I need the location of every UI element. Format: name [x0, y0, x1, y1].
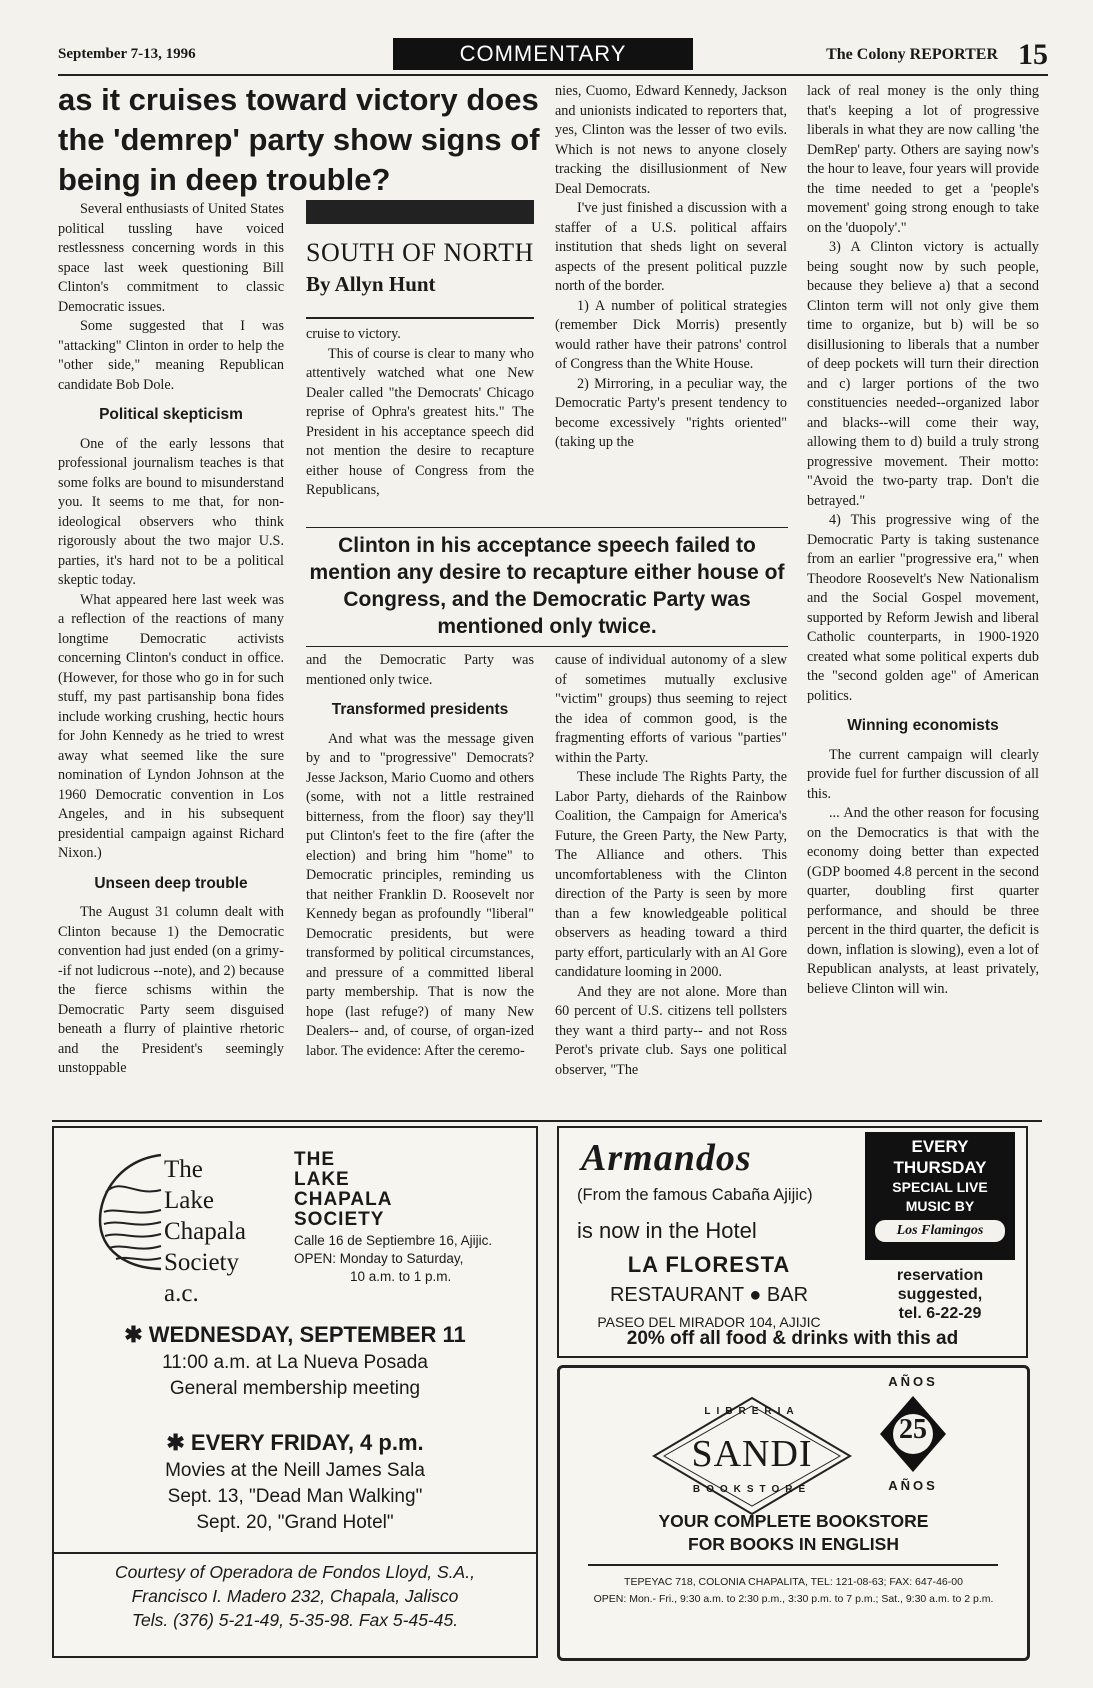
courtesy-rule	[54, 1552, 536, 1554]
name-line: THE	[294, 1149, 335, 1170]
band-name: Los Flamingos	[875, 1220, 1005, 1242]
column-byline	[306, 200, 534, 319]
reservation-info	[865, 1266, 1015, 1323]
logo-line: The	[164, 1156, 203, 1183]
society-info	[294, 1232, 492, 1286]
paragraph: And they are not alone. More than 60 percent of U.S. citizens tell pollsters they want a third party-- and not Ross Perot's private club. Says one political observer, "The	[555, 983, 787, 1078]
reservation-line: reservation	[896, 1267, 984, 1284]
section-label: COMMENTARY	[393, 38, 693, 70]
paragraph: And what was the message given by and to "progressive" Democrats? Jesse Jackson, Mario Cuomo and others (some, with not a little restrained bitterness, from the floor) say they'll put Clinton's feet to the fire (after the election) and bring him "home" to Democratic principles, reminding us that neither Franklin D. Roosevelt nor Kennedy began as profoundly "liberal" Democratic presidents, but were transformed by political circumstances, and pressure of a committed liberal party membership. That is now the hope (last refuge?) of many New Dealers-- and, of course, of organ-ized labor. The evidence: After the ceremo-	[306, 730, 534, 1059]
event-2-line: Sept. 13, "Dead Man Walking"	[167, 1486, 423, 1507]
article-column-2-top	[306, 325, 534, 501]
event-2-line: Sept. 20, "Grand Hotel"	[196, 1512, 394, 1533]
sandi-top-word: LIBRERIA	[704, 1406, 800, 1417]
anniversary-years: 25	[899, 1414, 927, 1445]
logo-line: Lake	[164, 1187, 214, 1214]
paragraph: These include The Rights Party, the Labor Party, diehards of the Rainbow Coalition, the Campaign for America's Future, the Green Party, the New Party, The Alliance and others. This uncomfortableness with the Clinton direction of the Party is seen by more than a few knowledgeable political observers as heading toward a third party effort, particularly with an Al Gore candidature looming in 2000.	[555, 769, 787, 980]
article-column-2-bottom	[306, 651, 534, 1061]
sandi-name: SANDI	[691, 1433, 813, 1475]
society-name	[294, 1150, 392, 1230]
ad-armandos	[557, 1126, 1028, 1358]
paragraph: 4) This progressive wing of the Democratic Party is taking sustenance from an earlier "progressive era," when Theodore Roosevelt's New Nationalism and the Social Gospel movement, supported by Reform Jewish and liberal Catholic counterparts, in 1900-1920 created what some political experts dub the "second golden age" of American politics.	[807, 512, 1039, 704]
masthead-rule	[58, 74, 1048, 76]
paragraph: Several enthusiasts of United States political tussling have voiced restlessness concerning words in this space last week questioning Bill Clinton's commitment to classic Democratic issues.	[58, 201, 284, 315]
courtesy-line: Tels. (376) 5-21-49, 5-35-98. Fax 5-45-45.	[131, 1610, 459, 1630]
subhead: Winning economists	[847, 717, 999, 734]
courtesy-line: Courtesy of Operadora de Fondos Lloyd, S.A.,	[115, 1562, 475, 1582]
article-column-4	[807, 82, 1039, 999]
bullet-icon: ●	[749, 1284, 762, 1306]
subhead: Unseen deep trouble	[94, 874, 248, 892]
event-1-line: 11:00 a.m. at La Nueva Posada	[162, 1352, 428, 1373]
page-number: 15	[1018, 38, 1048, 71]
event-1-title: WEDNESDAY, SEPTEMBER 11	[148, 1322, 466, 1347]
event-1-line: General membership meeting	[169, 1378, 421, 1399]
ad-libreria-sandi	[557, 1365, 1030, 1661]
paragraph: 1) A number of political strategies (remember Dick Morris) presently would rather have their patrons' control of Congress than the White House.	[555, 297, 787, 372]
name-line: CHAPALA	[294, 1189, 393, 1210]
column-title: SOUTH OF NORTH	[306, 238, 534, 267]
paragraph: ... And the other reason for focusing on the Democratics is that with the economy doing better than expected (GDP boomed 4.8 percent in the second quarter, doubling first quarter performance, and should be three percent in the third quarter, the deficit is down, inflation is slowing), even a lot of Republican analysts, at least privately, believe Clinton will win.	[807, 805, 1039, 997]
logo-line: Chapala	[164, 1218, 246, 1245]
promo-line: SPECIAL LIVE	[892, 1179, 988, 1195]
byline-rule	[306, 317, 534, 319]
society-events	[54, 1320, 536, 1536]
courtesy-line: Francisco I. Madero 232, Chapala, Jalisco	[131, 1586, 459, 1606]
pull-quote: Clinton in his acceptance speech failed to mention any desire to recapture either house of Congress, and the Democratic Party was mentioned only twice.	[306, 527, 788, 647]
paragraph: One of the early lessons that professional journalism teaches is that some folks are bound to misunderstand you. It seems to me that, for non-ideological observers who think rigorously about the two major U.S. parties, it's hard not to be a political skeptic today.	[58, 435, 284, 588]
promo-line: THURSDAY	[893, 1158, 987, 1177]
asterisk-icon: ✱	[124, 1322, 149, 1347]
subhead: Transformed presidents	[331, 701, 509, 718]
restaurant-label: RESTAURANT	[609, 1284, 744, 1306]
armandos-from: (From the famous Cabaña Ajijic)	[577, 1186, 813, 1204]
armandos-logo: Armandos	[581, 1137, 752, 1179]
paragraph: cause of individual autonomy of a slew of sometimes mutually exclusive "victim" groups) thus seeming to reject the idea of common good, is the fragmenting efforts of various "parties" within the Party.	[555, 652, 787, 766]
society-logo-text	[164, 1154, 246, 1309]
sandi-bottom-word: BOOKSTORE	[692, 1484, 812, 1495]
article-column-3-bottom	[555, 651, 787, 1080]
paragraph: I've just finished a discussion with a staffer of a U.S. political affairs institution that sheds light on several aspects of the present political puzzle north of the border.	[555, 200, 787, 294]
paragraph: What appeared here last week was a reflection of the reactions of many longtime Democratic activists concerning Clinton's conduct in office. (However, for those who go in for such stuff, my past partisanship bona fides include working crushing, hectic hours for John Kennedy as he tried to wrest away what seemed like the sure nomination of Lyndon Johnson at the 1960 Democratic convention in Los Angeles, and in his subsequent presidential campaign against Richard Nixon.)	[58, 591, 284, 861]
sandi-rule	[588, 1564, 998, 1566]
restaurant-bar	[559, 1284, 859, 1307]
logo-line: Society	[164, 1249, 239, 1276]
article-column-3-top	[555, 82, 787, 453]
society-hours-days: OPEN: Monday to Saturday,	[294, 1251, 464, 1266]
paragraph: This of course is clear to many who attentively watched what one New Dealer called "the Democrats' Chicago reprise of Ophra's greatest hits." The President in his acceptance speech did not mention the desire to recapture either house of Congress from the Republicans,	[306, 345, 534, 498]
reservation-phone: tel. 6-22-29	[898, 1305, 982, 1322]
asterisk-icon: ✱	[166, 1430, 191, 1455]
thursday-music-box	[865, 1132, 1015, 1260]
lake-wave-logo-icon	[96, 1152, 166, 1272]
reservation-line: suggested,	[897, 1286, 983, 1303]
logo-line: a.c.	[164, 1280, 199, 1307]
anos-top: AÑOS	[888, 1374, 938, 1389]
courtesy-block	[54, 1560, 536, 1632]
tagline-line: YOUR COMPLETE BOOKSTORE	[658, 1511, 929, 1531]
ad-lake-chapala-society	[52, 1126, 538, 1658]
subhead: Political skepticism	[99, 406, 243, 423]
article-column-1	[58, 200, 284, 1079]
sandi-hours: OPEN: Mon.- Fri., 9:30 a.m. to 2:30 p.m., 3:30 p.m. to 7 p.m.; Sat., 9:30 a.m. to 2 p.m.	[593, 1593, 994, 1605]
sandi-tagline	[560, 1510, 1027, 1556]
author-name: By Allyn Hunt	[306, 272, 436, 296]
issue-date: September 7-13, 1996	[58, 46, 196, 62]
promo-line: MUSIC BY	[905, 1198, 975, 1214]
paragraph: Some suggested that I was "attacking" Clinton in order to help the "other side," meaning Republican candidate Bob Dole.	[58, 318, 284, 393]
anos-bottom: AÑOS	[888, 1478, 938, 1493]
byline-bar	[306, 200, 534, 224]
society-address: Calle 16 de Septiembre 16, Ajijic.	[294, 1233, 493, 1248]
hotel-name: LA FLORESTA	[627, 1252, 791, 1277]
armandos-address: PASEO DEL MIRADOR 104, AJIJIC	[597, 1314, 821, 1330]
event-2-title: EVERY FRIDAY, 4 p.m.	[190, 1430, 424, 1455]
paragraph: nies, Cuomo, Edward Kennedy, Jackson and unionists indicated to reporters that, yes, Clinton was the lesser of two evils. Which is not news to anyone closely tracking the disillusionment of New Deal Democrats.	[555, 83, 787, 197]
article-headline: as it cruises toward victory does the 'demrep' party show signs of being in deep trouble?	[58, 82, 540, 197]
name-line: SOCIETY	[294, 1209, 385, 1230]
bar-label: BAR	[766, 1284, 809, 1306]
paragraph: cruise to victory.	[306, 326, 401, 342]
ad-section-rule	[52, 1120, 1042, 1122]
armandos-now: is now in the Hotel	[577, 1218, 757, 1243]
name-line: LAKE	[294, 1169, 350, 1190]
tagline-line: FOR BOOKS IN ENGLISH	[688, 1534, 899, 1554]
sandi-contact	[560, 1574, 1027, 1608]
society-hours-time: 10 a.m. to 1 p.m.	[350, 1269, 452, 1284]
paragraph: The current campaign will clearly provide fuel for further discussion of all this.	[807, 746, 1039, 802]
paragraph: and the Democratic Party was mentioned only twice.	[306, 652, 534, 688]
newspaper-name: The Colony REPORTER	[826, 46, 998, 63]
event-2-line: Movies at the Neill James Sala	[165, 1460, 425, 1481]
masthead	[58, 38, 1048, 72]
promo-line: EVERY	[911, 1137, 969, 1156]
paragraph: The August 31 column dealt with Clinton because 1) the Democratic convention had just ended (on a grimy--if not ludicrous --note), and 2) because the fierce schisms within the Democratic Party seem disguised beneath a flurry of plaintive rhetoric and the President's seemingly unstoppable	[58, 904, 284, 1076]
paragraph: 3) A Clinton victory is actually being sought now by such people, because they believe a) that a second Clinton term will not only give them time to organize, but b) will be so disillusioning to liberals that a number of deep pockets will turn their direction and c) larger portions of the two constituencies needed--organized labor and blacks--will come their way, allowing them to d) build a truly strong progressive movement. Their motto: "Avoid the two-party trap. Don't die betrayed."	[807, 239, 1039, 509]
sandi-address: TEPEYAC 718, COLONIA CHAPALITA, TEL: 121-08-63; FAX: 647-46-00	[624, 1576, 963, 1588]
paragraph: 2) Mirroring, in a peculiar way, the Democratic Party's present tendency to become excessively "rights oriented" (taking up the	[555, 375, 787, 450]
paragraph: lack of real money is the only thing that's keeping a lot of progressive liberals in what they are now calling 'the DemRep' party. Others are saying now's the hour to leave, four years will provide the time needed to get a 'people's movement' going strong enough to take on the 'duopoly'."	[807, 83, 1039, 236]
discount-offer: 20% off all food & drinks with this ad	[626, 1328, 959, 1349]
